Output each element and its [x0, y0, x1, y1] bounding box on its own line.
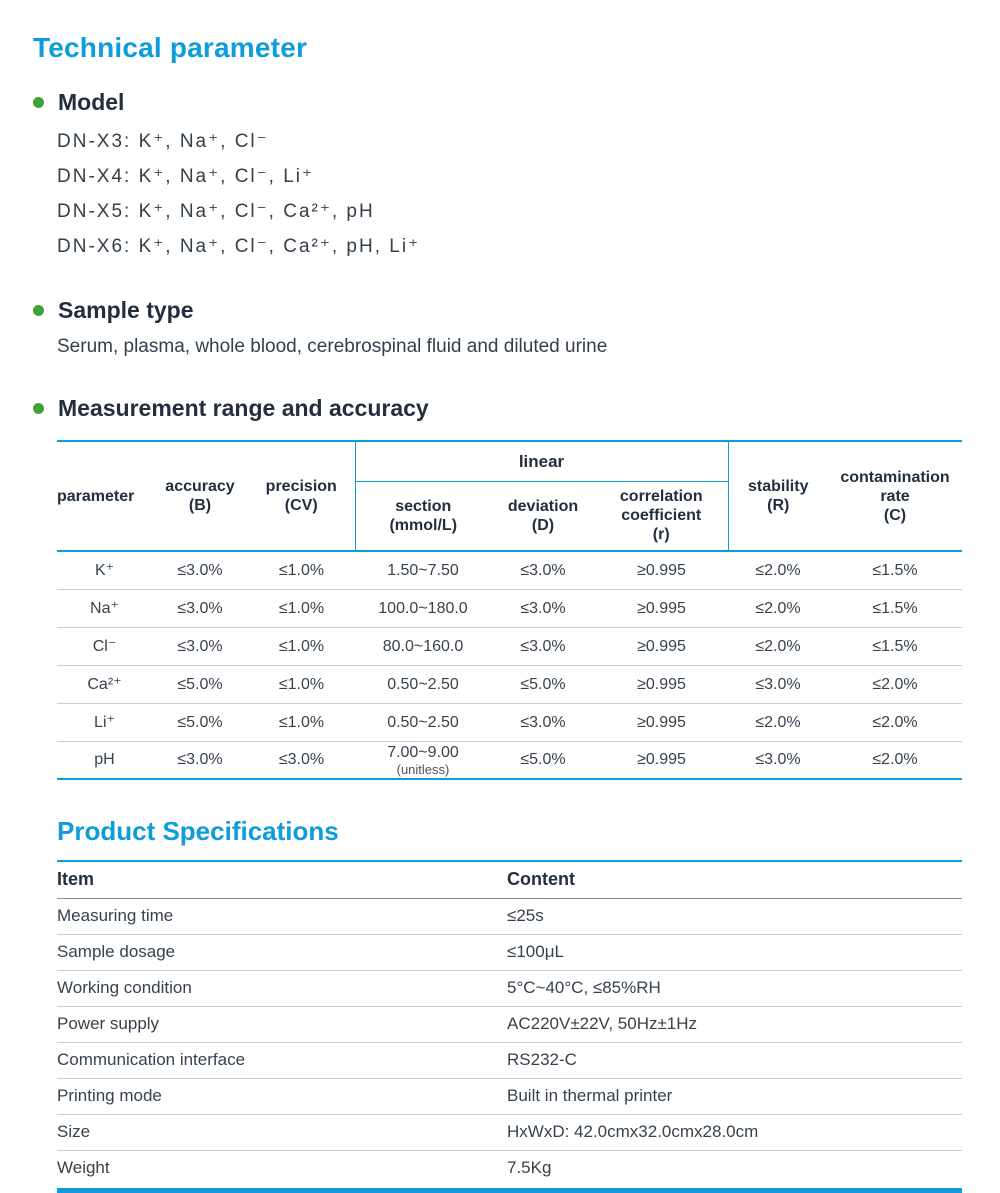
cell-item: Sample dosage — [57, 934, 507, 970]
model-line: DN-X5: K⁺, Na⁺, Cl⁻, Ca²⁺, pH — [57, 201, 375, 222]
model-heading: Model — [58, 89, 125, 115]
cell-parameter: K⁺ — [57, 551, 152, 589]
sample-type-text: Serum, plasma, whole blood, cerebrospinal fluid and diluted urine — [57, 336, 608, 357]
col-header-section: section (mmol/L) — [355, 481, 491, 551]
cell-accuracy: ≤5.0% — [152, 703, 248, 741]
cell-content: 7.5Kg — [507, 1158, 552, 1178]
model-list — [57, 124, 962, 264]
cell-stability: ≤3.0% — [728, 665, 828, 703]
model-line: DN-X3: K⁺, Na⁺, Cl⁻ — [57, 131, 269, 152]
table-row — [57, 934, 962, 970]
cell-contamination: ≤1.5% — [828, 627, 962, 665]
cell-precision: ≤1.0% — [248, 551, 355, 589]
col-header-linear: linear — [355, 441, 728, 481]
cell-parameter: Cl⁻ — [57, 627, 152, 665]
measurement-section-heading — [33, 394, 962, 422]
cell-item: Power supply — [57, 1006, 507, 1042]
cell-section: 1.50~7.50 — [355, 551, 491, 589]
cell-item: Working condition — [57, 970, 507, 1006]
col-header-contamination: contamination rate (C) — [828, 441, 962, 551]
table-row — [57, 551, 962, 589]
section-product-specs — [33, 816, 962, 1193]
cell-contamination: ≤2.0% — [828, 665, 962, 703]
header-row-top — [57, 441, 962, 481]
bottom-accent-bar — [57, 1188, 962, 1193]
cell-content: ≤100μL — [507, 934, 962, 970]
cell-parameter: pH — [57, 741, 152, 779]
sample-type-heading: Sample type — [58, 297, 194, 323]
cell-item: Size — [57, 1114, 507, 1150]
cell-deviation: ≤3.0% — [491, 703, 595, 741]
table-row — [57, 1042, 962, 1078]
cell-section: 0.50~2.50 — [355, 703, 491, 741]
table-row — [57, 703, 962, 741]
section-sample-type — [33, 296, 962, 360]
cell-stability: ≤2.0% — [728, 589, 828, 627]
measurement-heading: Measurement range and accuracy — [58, 395, 429, 421]
sample-type-section-heading — [33, 296, 962, 324]
cell-accuracy: ≤5.0% — [152, 665, 248, 703]
table-row — [57, 741, 962, 779]
specs-header-row — [57, 861, 962, 898]
cell-contamination: ≤2.0% — [828, 703, 962, 741]
col-header-stability: stability (R) — [728, 441, 828, 551]
cell-parameter: Na⁺ — [57, 589, 152, 627]
cell-content: RS232-C — [507, 1042, 962, 1078]
table-row — [57, 1114, 962, 1150]
col-header-correlation: correlation coefficient (r) — [595, 481, 728, 551]
cell-precision: ≤3.0% — [248, 741, 355, 779]
col-header-precision: precision (CV) — [248, 441, 355, 551]
cell-content: ≤25s — [507, 898, 962, 934]
cell-item: Weight — [57, 1158, 110, 1178]
col-header-parameter: parameter — [57, 441, 152, 551]
product-specs-heading: Product Specifications — [57, 816, 339, 846]
bullet-icon — [33, 97, 44, 108]
table-row — [57, 970, 962, 1006]
cell-contamination: ≤2.0% — [828, 741, 962, 779]
cell-section: 100.0~180.0 — [355, 589, 491, 627]
col-header-deviation: deviation (D) — [491, 481, 595, 551]
cell-content: Built in thermal printer — [507, 1078, 962, 1114]
table-row — [57, 589, 962, 627]
cell-section: 80.0~160.0 — [355, 627, 491, 665]
bullet-icon — [33, 305, 44, 316]
cell-parameter: Ca²⁺ — [57, 665, 152, 703]
cell-precision: ≤1.0% — [248, 665, 355, 703]
cell-content: AC220V±22V, 50Hz±1Hz — [507, 1006, 962, 1042]
cell-correlation: ≥0.995 — [595, 589, 728, 627]
cell-stability: ≤2.0% — [728, 551, 828, 589]
cell-deviation: ≤5.0% — [491, 665, 595, 703]
cell-deviation: ≤5.0% — [491, 741, 595, 779]
table-row — [57, 1078, 962, 1114]
cell-section: 0.50~2.50 — [355, 665, 491, 703]
col-header-item: Item — [57, 861, 507, 898]
section-model — [33, 88, 962, 264]
model-line: DN-X6: K⁺, Na⁺, Cl⁻, Ca²⁺, pH, Li⁺ — [57, 236, 421, 257]
table-row — [57, 1006, 962, 1042]
table-row — [57, 627, 962, 665]
cell-deviation: ≤3.0% — [491, 627, 595, 665]
page-title: Technical parameter — [33, 32, 308, 63]
cell-section: 7.00~9.00 (unitless) — [355, 741, 491, 779]
product-specs-table — [57, 860, 962, 1186]
cell-precision: ≤1.0% — [248, 703, 355, 741]
cell-item: Communication interface — [57, 1042, 507, 1078]
cell-contamination: ≤1.5% — [828, 589, 962, 627]
cell-correlation: ≥0.995 — [595, 627, 728, 665]
table-row — [57, 898, 962, 934]
cell-contamination: ≤1.5% — [828, 551, 962, 589]
cell-stability: ≤2.0% — [728, 703, 828, 741]
cell-stability: ≤3.0% — [728, 741, 828, 779]
cell-content: 5°C~40°C, ≤85%RH — [507, 970, 962, 1006]
model-section-heading — [33, 88, 962, 116]
cell-deviation: ≤3.0% — [491, 589, 595, 627]
cell-correlation: ≥0.995 — [595, 551, 728, 589]
cell-stability: ≤2.0% — [728, 627, 828, 665]
cell-correlation: ≥0.995 — [595, 665, 728, 703]
cell-content: HxWxD: 42.0cmx32.0cmx28.0cm — [507, 1114, 962, 1150]
measurement-table — [57, 440, 962, 780]
table-row — [57, 1150, 962, 1186]
cell-item: Printing mode — [57, 1078, 507, 1114]
cell-deviation: ≤3.0% — [491, 551, 595, 589]
col-header-content: Content — [507, 861, 962, 898]
cell-parameter: Li⁺ — [57, 703, 152, 741]
model-line: DN-X4: K⁺, Na⁺, Cl⁻, Li⁺ — [57, 166, 315, 187]
section-measurement — [33, 394, 962, 780]
cell-correlation: ≥0.995 — [595, 741, 728, 779]
table-row — [57, 665, 962, 703]
cell-item: Measuring time — [57, 898, 507, 934]
cell-correlation: ≥0.995 — [595, 703, 728, 741]
cell-accuracy: ≤3.0% — [152, 589, 248, 627]
cell-accuracy: ≤3.0% — [152, 551, 248, 589]
cell-precision: ≤1.0% — [248, 627, 355, 665]
cell-precision: ≤1.0% — [248, 589, 355, 627]
cell-accuracy: ≤3.0% — [152, 741, 248, 779]
bullet-icon — [33, 403, 44, 414]
col-header-accuracy: accuracy (B) — [152, 441, 248, 551]
cell-accuracy: ≤3.0% — [152, 627, 248, 665]
